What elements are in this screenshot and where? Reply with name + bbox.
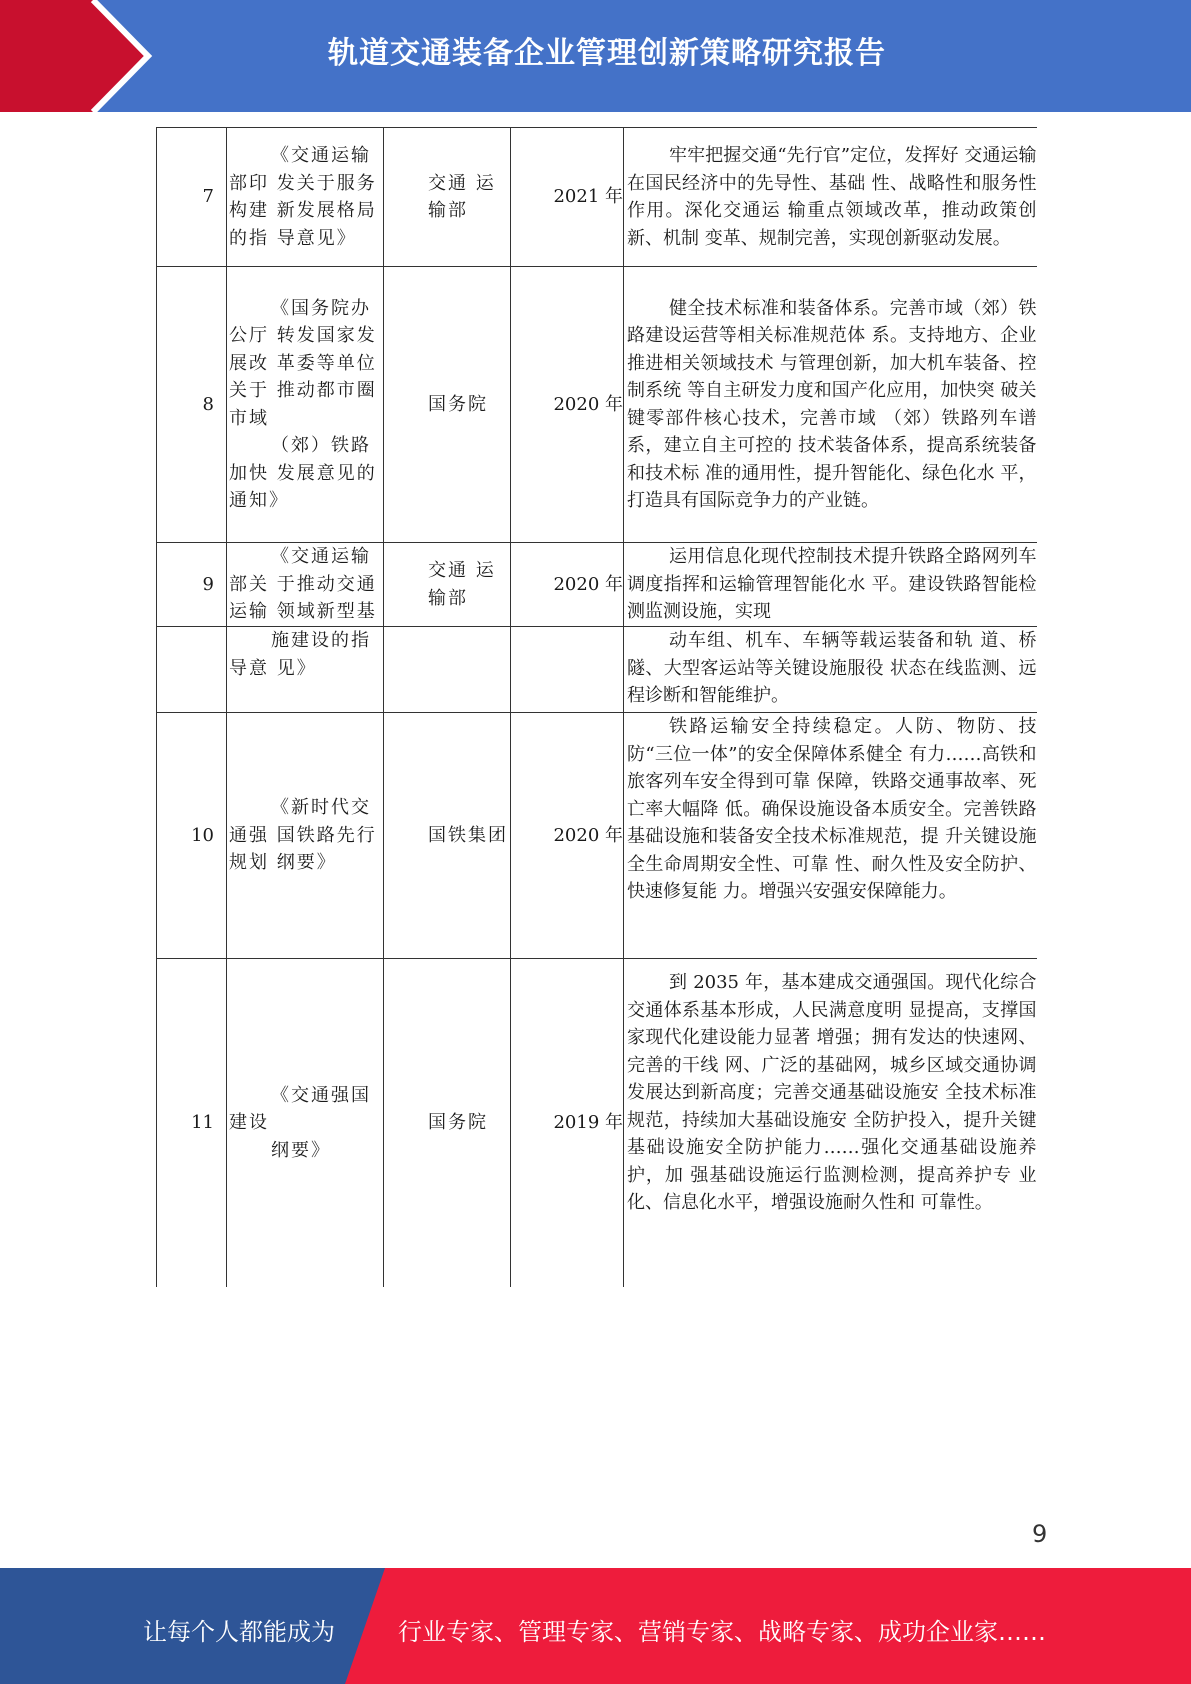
footer-slogan-right: 行业专家、管理专家、营销专家、战略专家、成功企业家…… xyxy=(398,1618,1046,1646)
issue-year: 2020 年 xyxy=(511,267,624,543)
page-footer xyxy=(0,1568,1191,1684)
issue-year: 2019 年 xyxy=(511,959,624,1287)
issuing-org xyxy=(384,959,511,1287)
row-number: 11 xyxy=(157,959,227,1287)
policy-content-text: 到 2035 年，基本建成交通强国。现代化综合交通体系基本形成，人民满意度明 显提高，支撑国家现代化建设能力显著 增强；拥有发达的快速网、完善的干线 网、广泛的基础网，城乡区域交通协调 发展达到新高度；完善交通基础设施安 全技术标准规范，持续加大基础设施安 全防护投入，提升关键基础设施安全防护能力……强化交通基础设施养护，加 强基础设施运行监测检测，提高养护专 业化、信息化水平，增强设施耐久性和 可靠性。 xyxy=(627,972,1037,1213)
policy-content-text-cont: 动车组、机车、车辆等载运装备和轨 道、桥隧、大型客运站等关键设施服役 状态在线监测、远程诊断和智能维护。 xyxy=(627,630,1037,706)
table-row xyxy=(157,267,1037,543)
row-number: 7 xyxy=(157,128,227,267)
row-number-empty xyxy=(157,627,227,713)
issue-year: 2021 年 xyxy=(511,128,624,267)
footer-slogan-left: 让每个人都能成为 xyxy=(143,1618,335,1646)
policy-content xyxy=(624,959,1037,1287)
policy-content xyxy=(624,713,1037,959)
table-row-continuation xyxy=(157,627,1037,713)
policy-content-text: 铁路运输安全持续稳定。人防、物防、技防“三位一体”的安全保障体系健全 有力……高铁和旅客列车安全得到可靠 保障，铁路交通事故率、死亡率大幅降 低。确保设施设备本质安全。完善铁路 基础设施和装备安全技术标准规范，提 升关键设施全生命周期安全性、可靠 性、耐久性及安全防护、快速修复能 力。增强兴安强安保障能力。 xyxy=(627,716,1037,902)
issuing-org xyxy=(384,713,511,959)
issuing-org-text: 交通 运输部 xyxy=(428,172,496,221)
policy-name-text-cont: 施建设的指导意 见》 xyxy=(229,630,371,679)
policy-name-text: 《交通运输部印 发关于服务构建 新发展格局的指 导意见》 xyxy=(229,145,377,249)
policy-name xyxy=(227,959,384,1287)
issue-year: 2020 年 xyxy=(511,543,624,627)
table-row xyxy=(157,959,1037,1287)
issue-year: 2020 年 xyxy=(511,713,624,959)
row-number: 8 xyxy=(157,267,227,543)
policy-table xyxy=(156,127,1037,1287)
policy-name-text-cont: （郊）铁路加快 发展意见的通知》 xyxy=(229,435,377,511)
policy-name-text-cont: 纲要》 xyxy=(271,1139,331,1161)
issuing-org-text: 国铁集团 xyxy=(428,824,508,846)
policy-content xyxy=(624,543,1037,627)
policy-content-text: 健全技术标准和装备体系。完善市域（郊）铁路建设运营等相关标准规范体 系。支持地方、企业推进相关领域技术 与管理创新，加大机车装备、控制系统 等自主研发力度和国产化应用，加快突 破关键零部件核心技术，完善市域 （郊）铁路列车谱系，建立自主可控的 技术装备体系，提高系统装备和技术标 准的通用性，提升智能化、绿色化水 平，打造具有国际竞争力的产业链。 xyxy=(627,297,1037,511)
policy-name-text: 《国务院办公厅 转发国家发展改 革委等单位关于 推动都市圈市域 xyxy=(229,297,377,429)
policy-name xyxy=(227,543,384,627)
policy-content-text: 运用信息化现代控制技术提升铁路全路网列车调度指挥和运输管理智能化水 平。建设铁路智能检测监测设施，实现 xyxy=(627,546,1037,623)
issuing-org xyxy=(384,128,511,267)
policy-content xyxy=(624,128,1037,267)
issuing-org-empty xyxy=(384,627,511,713)
policy-name xyxy=(227,713,384,959)
row-number: 10 xyxy=(157,713,227,959)
policy-content xyxy=(624,627,1037,713)
table-row xyxy=(157,543,1037,627)
policy-name-text: 《交通强国建设 xyxy=(229,1084,371,1133)
policy-name-text: 《新时代交通强 国铁路先行规划 纲要》 xyxy=(229,797,377,874)
row-number: 9 xyxy=(157,543,227,627)
policy-name xyxy=(227,267,384,543)
issuing-org xyxy=(384,267,511,543)
table-row xyxy=(157,128,1037,267)
issue-year-empty xyxy=(511,627,624,713)
issuing-org xyxy=(384,543,511,627)
policy-content-text: 牢牢把握交通“先行官”定位，发挥好 交通运输在国民经济中的先导性、基础 性、战略性和服务性作用。深化交通运 输重点领域改革，推动政策创新、机制 变革、规制完善，实现创新驱动发展。 xyxy=(627,145,1037,249)
policy-name xyxy=(227,627,384,713)
page-header xyxy=(0,0,1191,112)
issuing-org-text: 国务院 xyxy=(428,1112,488,1133)
report-title: 轨道交通装备企业管理创新策略研究报告 xyxy=(328,36,886,71)
page-number: 9 xyxy=(1032,1520,1048,1548)
policy-content xyxy=(624,267,1037,543)
issuing-org-text: 交通 运输部 xyxy=(428,560,496,609)
policy-name-text: 《交通运输部关 于推动交通运输 领域新型基 xyxy=(229,546,377,623)
issuing-org-text: 国务院 xyxy=(428,393,488,415)
table-row xyxy=(157,713,1037,959)
policy-name xyxy=(227,128,384,267)
